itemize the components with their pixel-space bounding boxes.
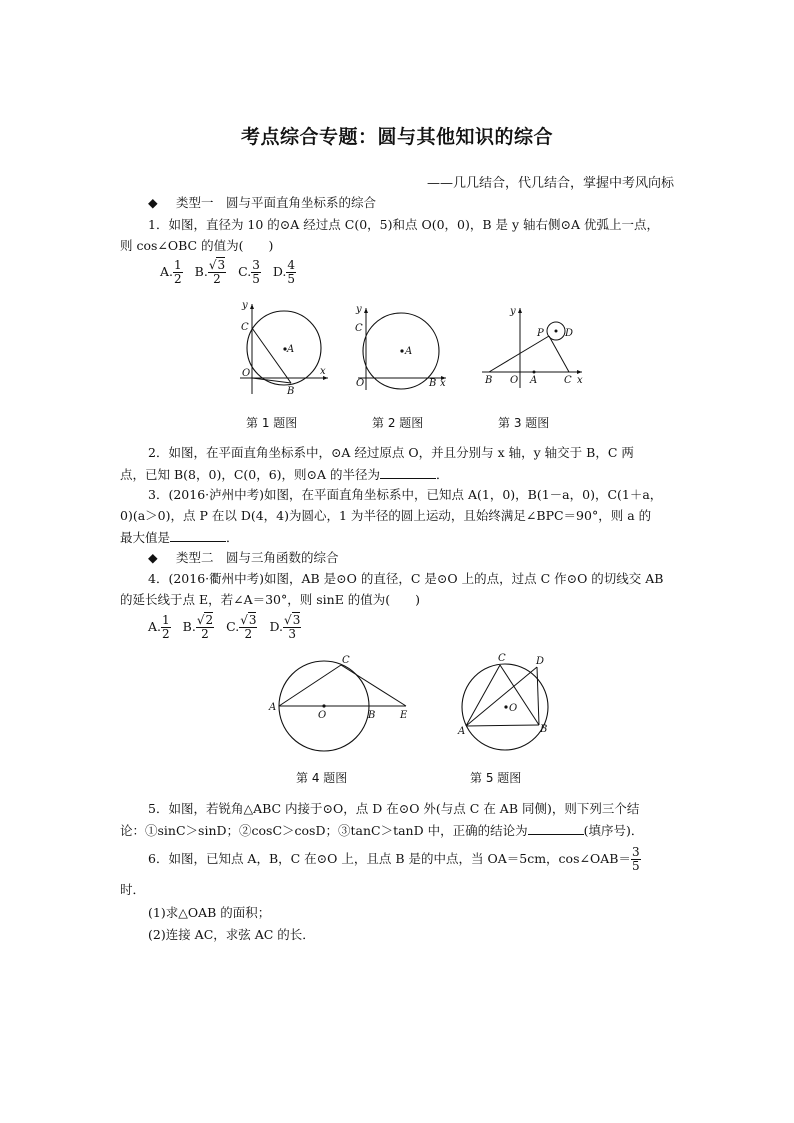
question-3-line-2: 0)(a＞0)，点 P 在以 D(4，4)为圆心，1 为半径的圆上运动，且始终满足∠BPC＝90°，则 a 的 xyxy=(120,508,652,523)
fig5-label-c: C xyxy=(498,653,506,664)
figure-3 xyxy=(478,306,590,392)
question-6-part-1: (1)求△OAB 的面积； xyxy=(148,905,271,920)
fig3-label-p: P xyxy=(537,328,544,339)
fig2-label-b: B xyxy=(429,378,437,389)
choice-b: B. $\frac{√2}{2}$ xyxy=(182,613,214,641)
choice-c: C. $\frac{3}{5}$ xyxy=(238,258,260,286)
question-4-line-1: 4．(2016·衢州中考)如图，AB 是⊙O 的直径，C 是⊙O 上的点，过点 C 作⊙O 的切线交 AB xyxy=(148,571,664,586)
section-1-label: 类型一 圆与平面直角坐标系的综合 xyxy=(176,195,377,210)
fig4-label-o: O xyxy=(318,710,327,721)
fig3-label-d: D xyxy=(565,328,574,339)
figure-2 xyxy=(352,306,452,392)
y-axis-arrow-icon xyxy=(364,308,368,313)
question-2-line-1: 2．如图，在平面直角坐标系中，⊙A 经过原点 O，并且分别与 x 轴，y 轴交于 B，C 两 xyxy=(148,445,634,460)
fig2-label-y: y xyxy=(356,306,362,315)
choice-d: D. $\frac{√3}{3}$ xyxy=(269,613,301,641)
page-title: 考点综合专题：圆与其他知识的综合 xyxy=(240,126,553,148)
center-o-dot xyxy=(504,705,507,708)
fig5-label-b: B xyxy=(540,724,548,735)
fig4-label-b: B xyxy=(368,710,376,721)
question-4-line-2: 的延长线于点 E，若∠A＝30°，则 sinE 的值为( ) xyxy=(120,592,421,607)
figure-4 xyxy=(266,650,416,755)
fig3-label-o: O xyxy=(510,375,519,386)
caption-figure-5: 第 5 题图 xyxy=(470,771,522,785)
choice-a: A. $\frac{1}{2}$ xyxy=(160,258,182,286)
question-6-line-1: 6．如图，已知点 A，B，C 在⊙O 上，且点 B 是的中点，当 OA＝5cm，cos∠OAB＝ $\frac{3}{5}$ xyxy=(148,845,640,873)
fig1-label-c: C xyxy=(241,322,249,333)
caption-figure-2: 第 2 题图 xyxy=(372,416,424,430)
fig4-label-a: A xyxy=(269,702,277,713)
question-6-part-2: (2)连接 AC，求弦 AC 的长． xyxy=(148,927,315,942)
segment-ab xyxy=(466,725,539,726)
question-3-line-3: 最大值是 ． xyxy=(120,530,239,545)
fig2-label-a: A xyxy=(405,346,413,357)
choice-c: C. $\frac{√3}{2}$ xyxy=(226,613,257,641)
segment-bp xyxy=(489,336,549,372)
question-1-line-2: 则 cos∠OBC 的值为( ) xyxy=(120,238,274,253)
fig2-label-o: O xyxy=(356,378,365,389)
tangent-ce xyxy=(341,665,406,706)
fig3-label-x: x xyxy=(577,375,583,386)
fig1-label-x: x xyxy=(320,366,326,377)
point-a-dot xyxy=(533,371,536,374)
question-6-line-2: 时． xyxy=(120,882,146,897)
caption-figure-1: 第 1 题图 xyxy=(246,416,298,430)
section-heading-1 xyxy=(148,195,376,211)
fig2-label-x: x xyxy=(440,378,446,389)
fig5-label-d: D xyxy=(536,656,545,667)
question-5-line-2: 论：①sinC＞sinD；②cosC＞cosD；③tanC＞tanD 中，正确的结论为 (填序号)． xyxy=(120,823,644,838)
fig3-label-y: y xyxy=(510,306,516,317)
fig5-label-o: O xyxy=(509,703,518,714)
figure-5 xyxy=(452,650,558,755)
fig1-label-b: B xyxy=(287,386,295,396)
fig1-label-o: O xyxy=(242,368,251,379)
x-axis-arrow-icon xyxy=(577,370,582,374)
fig3-label-a: A xyxy=(530,375,538,386)
answer-blank xyxy=(380,466,436,479)
fig4-label-c: C xyxy=(342,655,350,666)
y-axis-arrow-icon xyxy=(518,308,522,313)
section-heading-2 xyxy=(148,550,339,566)
center-a-dot xyxy=(400,349,403,352)
segment-ac xyxy=(279,665,341,706)
question-2-line-2: 点，已知 B(8，0)，C(0，6)，则⊙A 的半径为 ． xyxy=(120,467,449,482)
segment-ad xyxy=(466,667,537,726)
choice-d: D. $\frac{4}{5}$ xyxy=(272,258,296,286)
section-2-label: 类型二 圆与三角函数的综合 xyxy=(176,550,339,565)
fig3-label-c: C xyxy=(564,375,572,386)
diamond-bullet-icon: ◆ xyxy=(148,550,158,565)
answer-blank xyxy=(170,529,226,542)
y-axis-arrow-icon xyxy=(250,304,254,309)
question-3-line-1: 3．(2016·泸州中考)如图，在平面直角坐标系中，已知点 A(1，0)，B(1－a，0)，C(1＋a， xyxy=(148,487,663,502)
choice-a: A. $\frac{1}{2}$ xyxy=(148,613,170,641)
fig3-label-b: B xyxy=(485,375,493,386)
question-4-choices xyxy=(148,614,309,641)
center-d-dot xyxy=(555,330,558,333)
answer-blank xyxy=(528,822,584,835)
fig2-label-c: C xyxy=(355,323,363,334)
subtitle: ——几几结合，代几结合，掌握中考风向标 xyxy=(426,176,674,191)
question-1-line-1: 1．如图，直径为 10 的⊙A 经过点 C(0，5)和点 O(0，0)，B 是 y 轴右侧⊙A 优弧上一点， xyxy=(148,217,659,232)
segment-pc xyxy=(549,336,569,372)
fig1-label-y: y xyxy=(242,300,248,311)
segment-db xyxy=(537,667,539,725)
caption-figure-3: 第 3 题图 xyxy=(498,416,550,430)
caption-figure-4: 第 4 题图 xyxy=(296,771,348,785)
choice-b: B. $\frac{√3}{2}$ xyxy=(194,258,226,286)
fig1-label-a: A xyxy=(287,344,295,355)
fig5-label-a: A xyxy=(458,726,466,737)
question-5-line-1: 5．如图，若锐角△ABC 内接于⊙O，点 D 在⊙O 外(与点 C 在 AB 同侧)，则下列三个结 xyxy=(148,801,640,816)
question-1-choices xyxy=(160,259,304,286)
fig4-label-e: E xyxy=(400,710,408,721)
segment-ac xyxy=(466,665,500,726)
figure-1 xyxy=(232,300,332,396)
diamond-bullet-icon: ◆ xyxy=(148,195,158,210)
